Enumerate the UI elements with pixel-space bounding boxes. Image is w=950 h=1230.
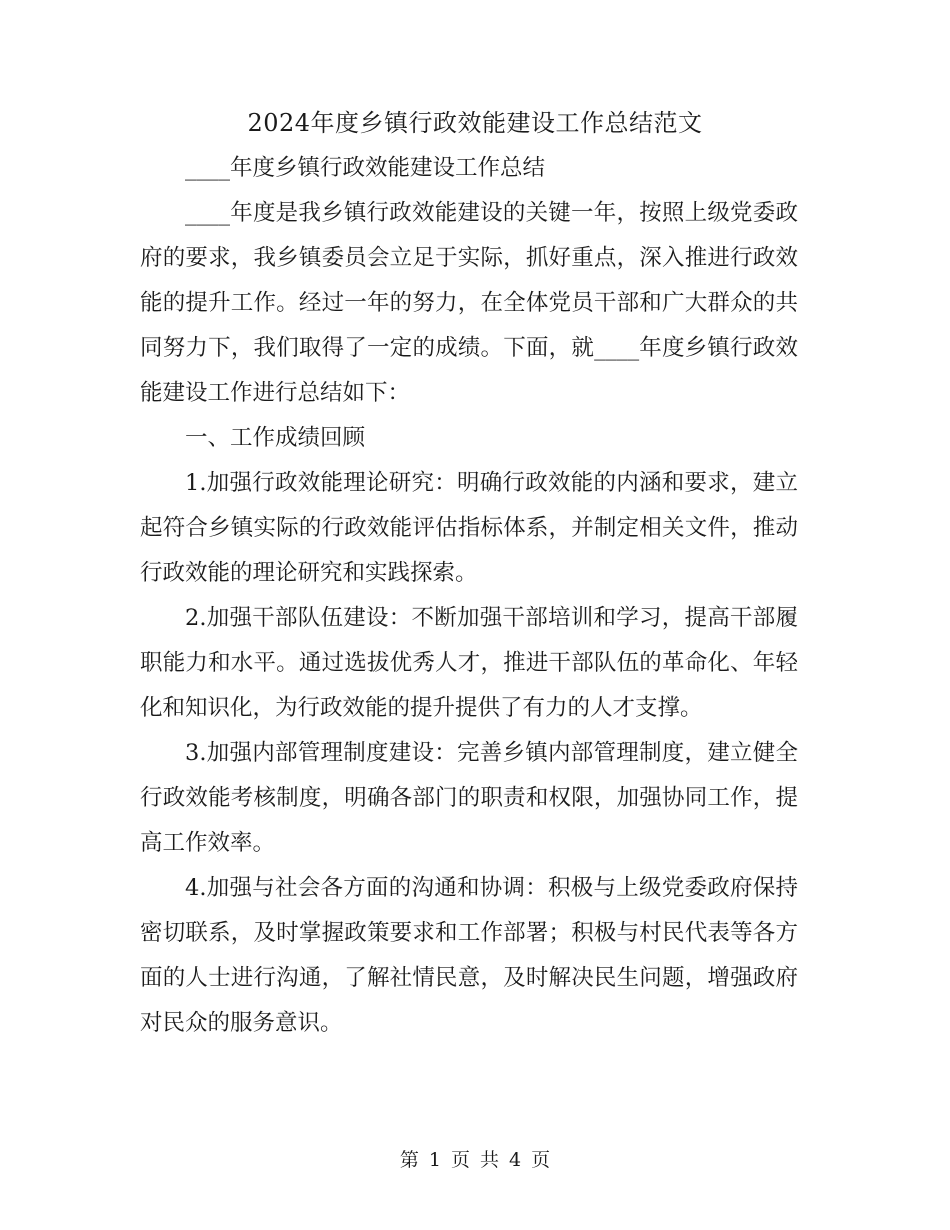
intro-paragraph: ____年度是我乡镇行政效能建设的关键一年，按照上级党委政府的要求，我乡镇委员会立足于实际，抓好重点，深入推进行政效能的提升工作。经过一年的努力，在全体党员干部和广大群众的共同努力下，我们取得了一定的成绩。下面，就____年度乡镇行政效能建设工作进行总结如下： [140,200,798,406]
document-body [140,146,798,1046]
item-paragraph-3: 3.加强内部管理制度建设：完善乡镇内部管理制度，建立健全行政效能考核制度，明确各部门的职责和权限，加强协同工作，提高工作效率。 [140,740,798,856]
section-heading: 一、工作成绩回顾 [185,425,366,451]
item-paragraph-4: 4.加强与社会各方面的沟通和协调：积极与上级党委政府保持密切联系，及时掌握政策要求和工作部署；积极与村民代表等各方面的人士进行沟通，了解社情民意，及时解决民生问题，增强政府对民众的服务意识。 [140,875,798,1036]
page-number-footer: 第 1 页 共 4 页 [399,1149,551,1171]
document-title: 2024年度乡镇行政效能建设工作总结范文 [247,109,703,137]
item-paragraph-2: 2.加强干部队伍建设：不断加强干部培训和学习，提高干部履职能力和水平。通过选拔优秀人才，推进干部队伍的革命化、年轻化和知识化，为行政效能的提升提供了有力的人才支撑。 [140,605,798,721]
item-paragraph-1: 1.加强行政效能理论研究：明确行政效能的内涵和要求，建立起符合乡镇实际的行政效能评估指标体系，并制定相关文件，推动行政效能的理论研究和实践探索。 [140,470,798,586]
subtitle-paragraph: ____年度乡镇行政效能建设工作总结 [185,155,546,181]
